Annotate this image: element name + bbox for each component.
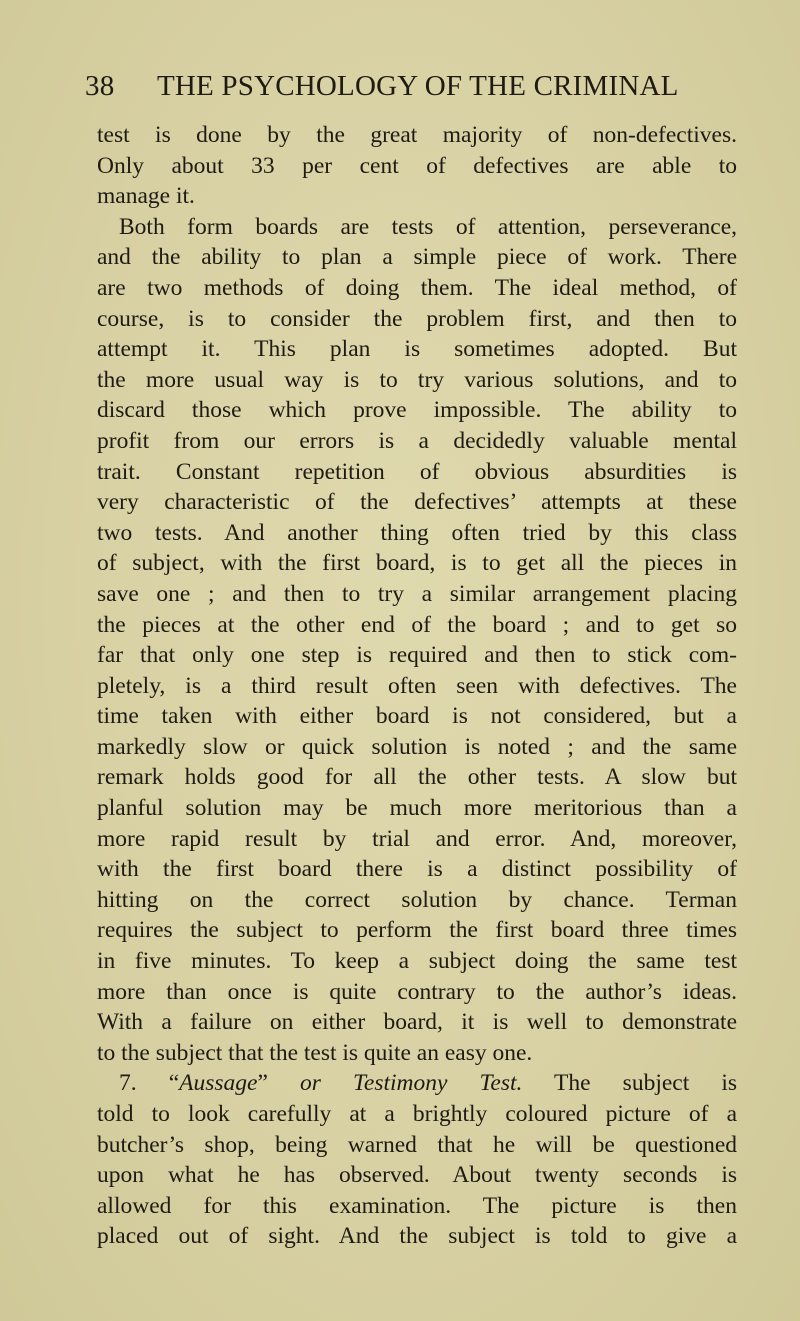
text-line: told to look carefully at a brightly coloured picture of a: [97, 1101, 737, 1127]
text-line: trait. Constant repetition of obvious absurdities is: [97, 458, 737, 485]
text-line: in five minutes. To keep a subject doing the same test: [97, 948, 737, 975]
text-line: two tests. And another thing often tried by this class: [97, 519, 737, 546]
body-text: [97, 120, 737, 1252]
text-line: planful solution may be much more meritorious than a: [97, 795, 737, 822]
text-line: more than once is quite contrary to the author’s ideas.: [97, 978, 737, 1005]
text-line: profit from our errors is a decidedly valuable mental: [97, 427, 737, 454]
text-line: upon what he has observed. About twenty seconds is: [97, 1162, 737, 1189]
text-line: test is done by the great majority of non-defectives.: [97, 122, 737, 148]
text-fragment: or: [299, 1070, 321, 1097]
text-fragment: 7. “: [119, 1070, 180, 1097]
text-line: time taken with either board is not considered, but a: [97, 703, 737, 730]
text-line: the more usual way is to try various solutions, and to: [97, 366, 737, 393]
text-line: to the subject that the test is quite an easy one.: [97, 1039, 533, 1066]
text-line: very characteristic of the defectives’ attempts at these: [97, 489, 737, 516]
text-line: [97, 1068, 737, 1099]
text-line: are two methods of doing them. The ideal method, of: [97, 274, 737, 301]
text-fragment: ”: [257, 1070, 300, 1097]
text-line: butcher’s shop, being warned that he will be questioned: [97, 1131, 737, 1158]
text-line: course, is to consider the problem first, and then to: [97, 305, 737, 332]
running-head: [85, 70, 735, 108]
text-line: hitting on the correct solution by chance. Terman: [97, 886, 737, 913]
text-line: with the first board there is a distinct possibility of: [97, 856, 737, 883]
text-line: attempt it. This plan is sometimes adopted. But: [97, 336, 737, 363]
text-line: more rapid result by trial and error. And, moreover,: [97, 825, 737, 852]
text-line: placed out of sight. And the subject is told to give a: [97, 1223, 737, 1250]
text-line: save one ; and then to try a similar arrangement placing: [97, 580, 737, 607]
text-line: manage it.: [97, 183, 195, 210]
text-line: allowed for this examination. The picture is then: [97, 1192, 737, 1219]
text-line: Both form boards are tests of attention, perseverance,: [119, 213, 737, 240]
text-line: and the ability to plan a simple piece of work. There: [97, 244, 737, 271]
text-line: the pieces at the other end of the board ; and to get so: [97, 611, 737, 638]
text-line: requires the subject to perform the first board three times: [97, 917, 737, 944]
text-fragment: The subject is: [522, 1070, 737, 1097]
text-line: far that only one step is required and then to stick com-: [97, 642, 737, 669]
text-line: of subject, with the first board, is to get all the pieces in: [97, 550, 737, 577]
text-line: remark holds good for all the other tests. A slow but: [97, 764, 737, 791]
text-fragment: Testimony Test.: [352, 1070, 523, 1097]
running-head-title: THE PSYCHOLOGY OF THE CRIMINAL: [157, 70, 679, 102]
text-fragment: Aussage: [179, 1070, 258, 1097]
text-line: discard those which prove impossible. The ability to: [97, 397, 737, 424]
text-line: pletely, is a third result often seen with defectives. The: [97, 672, 737, 699]
text-fragment: [321, 1070, 353, 1096]
text-line: With a failure on either board, it is well to demonstrate: [97, 1009, 737, 1036]
page-number: 38: [85, 70, 115, 102]
text-line: markedly slow or quick solution is noted ; and the same: [97, 733, 737, 760]
text-line: Only about 33 per cent of defectives are able to: [97, 152, 737, 179]
